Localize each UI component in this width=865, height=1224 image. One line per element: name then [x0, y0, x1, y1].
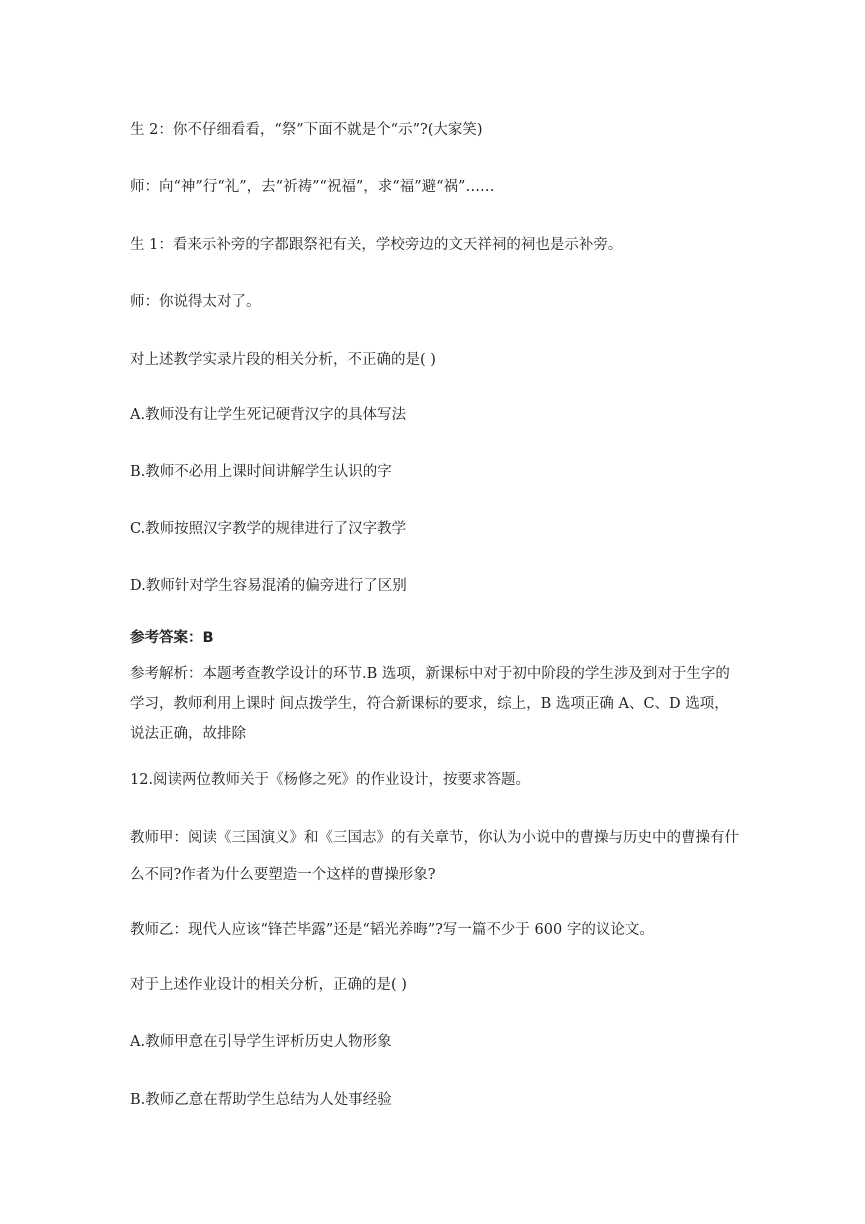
dialogue-line-3: 生 1：看来示补旁的字都跟祭祀有关，学校旁边的文天祥祠的祠也是示补旁。 — [130, 237, 623, 253]
question-11-option-a: A.教师没有让学生死记硬背汉字的具体写法 — [130, 407, 407, 423]
question-12-option-a: A.教师甲意在引导学生评析历史人物形象 — [130, 1034, 392, 1050]
teacher-b-assignment: 教师乙：现代人应该“锋芒毕露”还是“韬光养晦”?写一篇不少于 600 字的议论文。 — [130, 922, 654, 938]
question-11-option-b: B.教师不必用上课时间讲解学生认识的字 — [130, 464, 392, 480]
question-12-option-b: B.教师乙意在帮助学生总结为人处事经验 — [130, 1092, 392, 1108]
dialogue-line-4: 师：你说得太对了。 — [130, 294, 261, 310]
dialogue-line-2: 师：向“神”行“礼”，去“祈祷”“祝福”，求“福”避“祸”…… — [130, 179, 495, 195]
question-11-option-d: D.教师针对学生容易混淆的偏旁进行了区别 — [130, 578, 407, 594]
question-12-prompt: 对于上述作业设计的相关分析，正确的是( ) — [130, 977, 407, 993]
teacher-a-assignment: 教师甲：阅读《三国演义》和《三国志》的有关章节，你认为小说中的曹操与历史中的曹操有什么不同?作者为什么要塑造一个这样的曹操形象? — [130, 830, 739, 883]
question-12-title: 12.阅读两位教师关于《杨修之死》的作业设计，按要求答题。 — [130, 772, 531, 788]
answer-label: 参考答案：B — [130, 630, 214, 646]
question-11-option-c: C.教师按照汉字教学的规律进行了汉字教学 — [130, 521, 407, 537]
question-11-prompt: 对上述教学实录片段的相关分析，不正确的是( ) — [130, 352, 436, 368]
answer-analysis: 参考解析：本题考查教学设计的环节.B 选项，新课标中对于初中阶段的学生涉及到对于生字的学习，教师利用上课时 间点拨学生，符合新课标的要求，综上，B 选项正确 A、C、D 选项，说法正确，故排除 — [130, 666, 730, 742]
dialogue-line-1: 生 2：你不仔细看看，“祭”下面不就是个“示”?(大家笑) — [130, 122, 483, 138]
